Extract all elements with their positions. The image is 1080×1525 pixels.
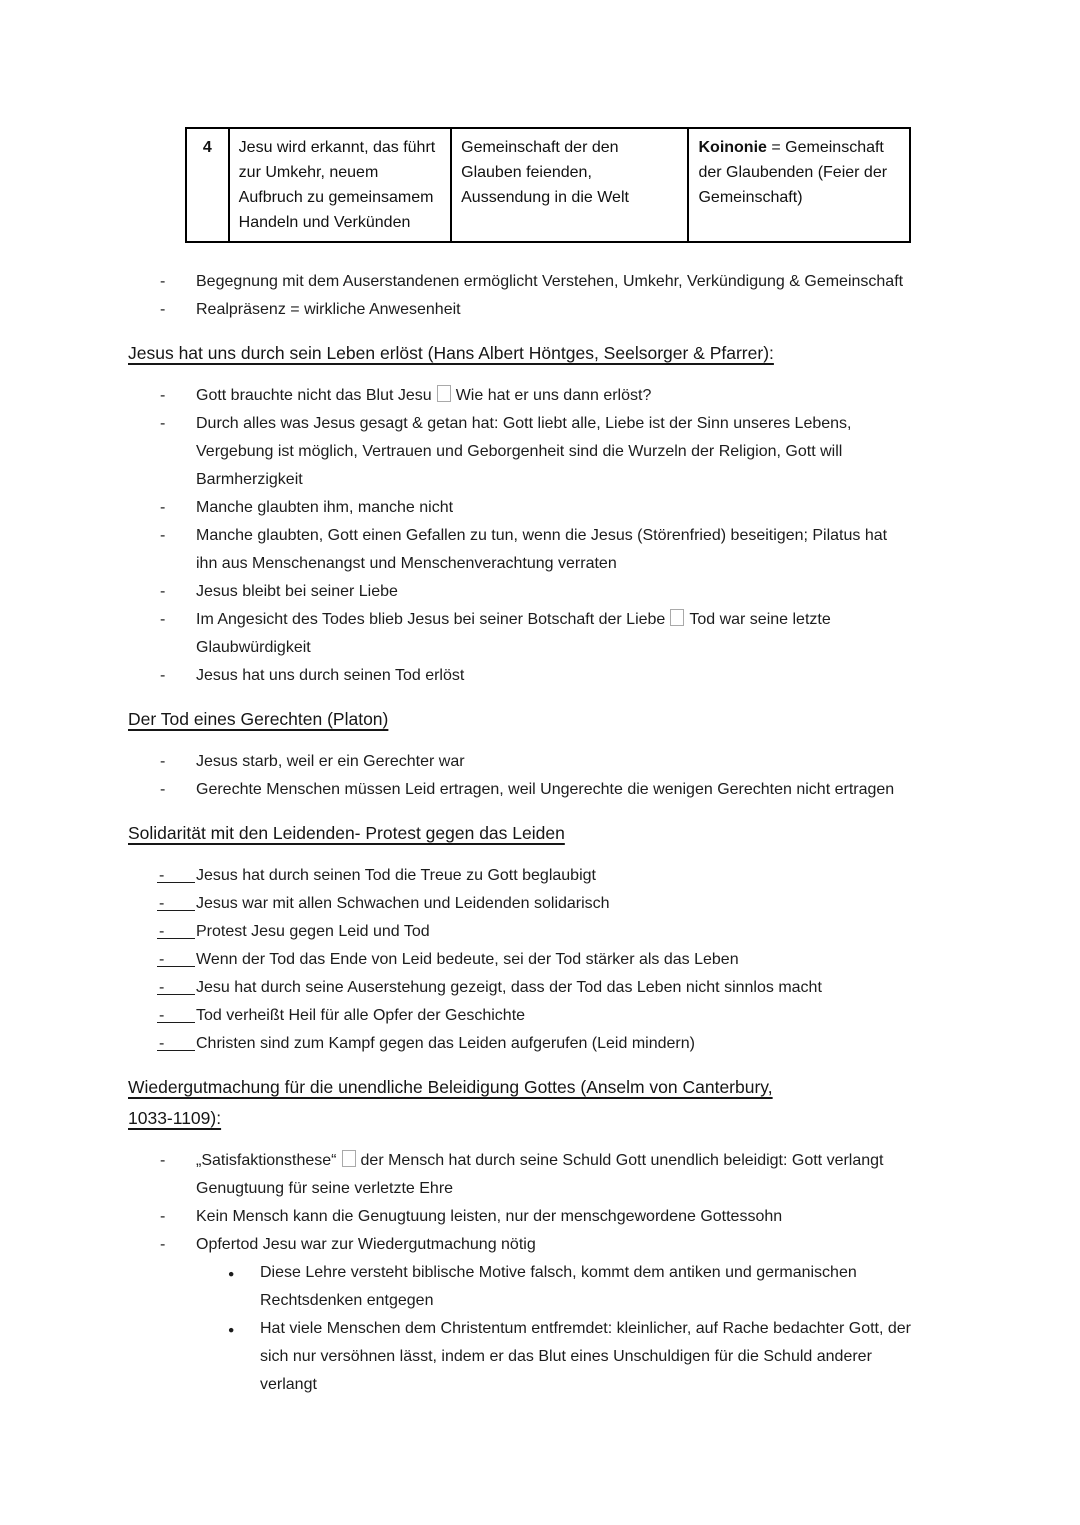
page-content [128,127,911,1399]
bullet-list [128,748,911,804]
sub-list-item: ● Hat viele Menschen dem Christentum entfremdet: kleinlicher, auf Rache bedachter Gott, der sich nur versöhnen lässt, indem er das Blut eines Unschuldigen für die Schuld anderer verlangt [128,1315,911,1399]
section-tod-eines-gerechten [128,704,911,804]
list-item: - Gerechte Menschen müssen Leid ertragen, weil Ungerechte die wenigen Gerechten nicht ertragen [128,776,911,804]
bullet-text: „Satisfaktionsthese“ [196,1152,337,1169]
section-wiedergutmachung [128,1072,911,1399]
list-item: - Realpräsenz = wirkliche Anwesenheit [128,296,911,324]
bullet-list [128,1147,911,1399]
list-item: - Jesus starb, weil er ein Gerechter war [128,748,911,776]
list-item [128,606,911,662]
list-item: - Jesus hat durch seinen Tod die Treue zu Gott beglaubigt [128,862,911,890]
section-heading: Der Tod eines Gerechten (Platon) [128,709,389,729]
bullet-list [128,382,911,690]
list-item: - Begegnung mit dem Auserstandenen ermöglicht Verstehen, Umkehr, Verkündigung & Gemeinschaft [128,268,911,296]
row-number-cell: 4 [186,128,229,242]
section-heading: Solidarität mit den Leidenden- Protest gegen das Leiden [128,823,565,843]
recognition-cell: Jesu wird erkannt, das führt zur Umkehr, neuem Aufbruch zu gemeinsamem Handeln und Verkünden [229,128,451,242]
resurrection-summary-table [185,127,911,243]
list-item [128,382,911,410]
list-item: - Opfertod Jesu war zur Wiedergutmachung nötig [128,1231,911,1259]
bullet-text: Gott brauchte nicht das Blut Jesu [196,387,432,404]
section-heading [128,1072,911,1134]
list-item: - Christen sind zum Kampf gegen das Leiden aufgerufen (Leid mindern) [128,1030,911,1058]
community-cell: Gemeinschaft der den Glauben feienden, Aussendung in die Welt [451,128,688,242]
missing-glyph-box [437,385,451,402]
bullet-text: Wie hat er uns dann erlöst? [455,387,652,404]
heading-line: Wiedergutmachung für die unendliche Beleidigung Gottes (Anselm von Canterbury, [128,1077,773,1097]
list-item: - Jesus bleibt bei seiner Liebe [128,578,911,606]
sub-list-item: ● Diese Lehre versteht biblische Motive falsch, kommt dem antiken und germanischen Rechtsdenken entgegen [128,1259,911,1315]
table-row [186,128,910,242]
koinonie-cell [688,128,910,242]
bullet-text: Tod war seine letzte Glaubwürdigkeit [196,611,831,656]
list-item: - Wenn der Tod das Ende von Leid bedeute, sei der Tod stärker als das Leben [128,946,911,974]
list-item: - Kein Mensch kann die Genugtuung leisten, nur der menschgewordene Gottessohn [128,1203,911,1231]
list-item: - Protest Jesu gegen Leid und Tod [128,918,911,946]
section-heading: Jesus hat uns durch sein Leben erlöst (Hans Albert Höntges, Seelsorger & Pfarrer): [128,343,774,363]
list-item: - Manche glaubten, Gott einen Gefallen zu tun, wenn die Jesus (Störenfried) beseitigen; Pilatus hat ihn aus Menschenangst und Menschenverachtung verraten [128,522,911,578]
section-solidaritaet [128,818,911,1058]
list-item: - Manche glaubten ihm, manche nicht [128,494,911,522]
list-item: - Jesus war mit allen Schwachen und Leidenden solidarisch [128,890,911,918]
koinonie-term: Koinonie [698,139,767,156]
list-item: - Jesus hat uns durch seinen Tod erlöst [128,662,911,690]
list-item: - Jesu hat durch seine Auserstehung gezeigt, dass der Tod das Leben nicht sinnlos macht [128,974,911,1002]
missing-glyph-box [342,1150,356,1167]
missing-glyph-box [670,609,684,626]
list-item: - Durch alles was Jesus gesagt & getan hat: Gott liebt alle, Liebe ist der Sinn unseres Lebens, Vergebung ist möglich, Vertrauen und Geborgenheit sind die Wurzeln der Religion, Gott will Barmherzigkeit [128,410,911,494]
section-leben-erloest [128,338,911,690]
intro-bullet-list [128,268,911,324]
koinonie-definition: = Gemeinschaft der Glaubenden (Feier der Gemeinschaft) [698,139,888,206]
list-item [128,1147,911,1203]
bullet-text: Im Angesicht des Todes blieb Jesus bei seiner Botschaft der Liebe [196,611,666,628]
list-item: - Tod verheißt Heil für alle Opfer der Geschichte [128,1002,911,1030]
bullet-list [128,862,911,1058]
heading-line: 1033-1109): [128,1108,222,1128]
bullet-text: der Mensch hat durch seine Schuld Gott unendlich beleidigt: Gott verlangt Genugtuung für seine verletzte Ehre [196,1152,884,1197]
